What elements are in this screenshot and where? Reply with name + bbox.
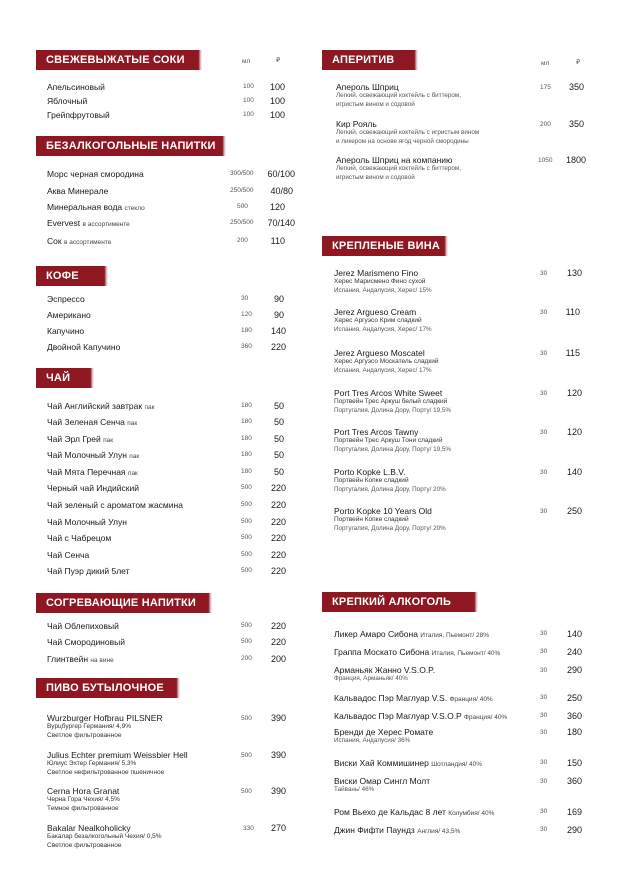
list-item [47,110,295,124]
item-price: 220 [270,566,286,576]
item-volume: 30 [540,350,548,357]
item-name: Чай Английский завтрак пак [47,401,155,411]
item-volume: 120 [241,311,252,318]
item-volume: 500 [241,518,252,525]
item-name: Граппа Москато Сибона Италия, Пьемонт/ 40% [334,647,501,657]
item-price: 270 [270,823,286,833]
item-name: Аква Минерале [47,186,109,196]
item-price: 390 [270,750,286,760]
item-price: 70/140 [267,218,295,228]
item-volume: 500 [241,501,252,508]
list-item [47,169,295,183]
item-name: Черный чай Индийский [47,483,140,493]
list-item [47,326,295,340]
item-price: 220 [270,533,286,543]
list-item [47,82,295,96]
item-volume: 300/500 [230,170,254,177]
item-volume: 30 [540,759,548,766]
item-volume: 500 [241,788,252,795]
item-name: Виски Омар Сингл Молт [334,776,431,786]
item-volume: 500 [241,551,252,558]
item-price: 240 [566,647,582,657]
item-volume: 250/500 [230,187,254,194]
item-origin: Франция, Арманьяк/ 40% [334,675,408,682]
list-item [47,517,295,531]
item-volume: 200 [241,655,252,662]
item-name: Капучино [47,326,85,336]
item-style: Светлое фильтрованное [47,731,122,739]
item-origin: Бакалар безалкогольный Чехия/ 0,5% [47,833,162,840]
item-price: 50 [273,450,284,460]
list-item [47,450,295,464]
list-item [47,823,295,850]
item-price: 220 [270,517,286,527]
item-name: Port Tres Arcos White Sweet [334,388,443,398]
list-item [334,427,584,454]
item-volume: 30 [540,429,548,436]
item-description: и ликером на основе ягод черной смородины [336,137,469,145]
item-name: Cerna Hora Granat [47,786,120,796]
item-origin: Испания, Андалусия/ 36% [334,737,411,744]
item-price: 350 [568,82,584,92]
item-description: Портвейн Трес Аркуш белый сладкий [334,398,448,405]
item-price: 250 [566,693,582,703]
list-item [47,96,295,110]
item-price: 180 [566,727,582,737]
item-origin: Испания, Андалусия, Херес/ 15% [334,286,432,294]
item-name: Jerez Marismeno Fino [334,268,419,278]
item-name: Апероль Шприц на компанию [336,155,453,165]
item-volume: 30 [540,826,548,833]
item-name: Арманьяк Жанно V.S.O.P. [334,665,436,675]
item-origin: Португалия, Долина Дору, Порту/ 19,5% [334,406,452,414]
item-origin: Тайвань/ 46% [334,786,375,793]
item-volume: 180 [241,451,252,458]
item-name: Чай с Чабрецом [47,533,112,543]
list-item [334,647,584,661]
list-item [47,310,295,324]
list-item [334,506,584,533]
list-item [47,483,295,497]
item-volume: 500 [241,484,252,491]
list-item [47,236,295,250]
item-description: Херес Аргуэсо Крим сладкий [334,317,422,324]
item-description: Легкий, освежающий коктейль с биттером, [336,92,461,99]
list-item [47,654,295,668]
item-origin: Черна Гора Чехия/ 4,5% [47,796,120,803]
list-item [47,713,295,740]
list-item [334,758,584,772]
item-name: Апероль Шприц [336,82,399,92]
item-volume: 250/500 [230,219,254,226]
item-description: Херес Марисмено Фино сухой [334,278,426,285]
unit-ml: мл [242,58,251,65]
item-price: 220 [270,637,286,647]
item-volume: 500 [241,567,252,574]
item-price: 50 [273,434,284,444]
item-name: Чай Мята Перечная пак [47,467,138,477]
item-name: Американо [47,310,91,320]
list-item [334,307,584,334]
item-origin: Португалия, Долина Дору, Порту/ 20% [334,485,446,493]
list-item [47,637,295,651]
item-volume: 500 [241,752,252,759]
item-description: Портвейн Копке сладкий [334,516,409,523]
item-description: игристым вином и содовой [336,100,415,108]
item-name: Port Tres Arcos Tawny [334,427,419,437]
item-name: Ром Вьехо де Кальдас 8 лет Колумбия/ 40% [334,807,495,817]
item-style: Светлое фильтрованное [47,841,122,849]
item-price: 60/100 [267,169,295,179]
list-item [334,807,584,821]
item-name: Чай Облепиховый [47,621,119,631]
list-item [334,825,584,839]
item-name: Evervest в ассортименте [47,218,130,228]
item-volume: 100 [243,83,254,90]
item-origin: Португалия, Долина Дору, Порту/ 19,5% [334,445,452,453]
item-volume: 500 [241,534,252,541]
item-price: 220 [270,342,286,352]
item-name: Чай Смородиновый [47,637,125,647]
item-price: 250 [566,506,582,516]
item-name: Двойной Капучино [47,342,121,352]
item-origin: Испания, Андалусия, Херес/ 17% [334,366,432,374]
item-volume: 500 [241,715,252,722]
item-name: Эспрессо [47,294,85,304]
item-origin: Юлиус Эхтер Германия/ 5,3% [47,760,137,767]
item-name: Морс черная смородина [47,169,144,179]
item-price: 140 [270,326,286,336]
item-volume: 30 [540,309,548,316]
item-volume: 200 [237,237,248,244]
list-item [47,550,295,564]
item-style: Темное фильтрованное [47,804,119,812]
item-volume: 30 [540,630,548,637]
list-item [334,348,584,375]
item-volume: 30 [540,808,548,815]
list-item [336,119,586,146]
item-description: игристым вином и содовой [336,173,415,181]
list-item [47,500,295,514]
list-item [334,711,584,725]
item-price: 390 [270,786,286,796]
item-name: Wurzburger Hofbrau PILSNER [47,713,163,723]
item-name: Чай Эрл Грей пак [47,434,114,444]
item-name: Jerez Argueso Cream [334,307,417,317]
list-item [336,155,586,182]
item-price: 120 [566,427,582,437]
item-volume: 30 [241,295,249,302]
item-volume: 30 [540,694,548,701]
item-volume: 100 [243,111,254,118]
item-name: Яблочный [47,96,88,106]
list-item [47,202,295,216]
item-volume: 180 [241,468,252,475]
item-price: 220 [270,483,286,493]
item-name: Чай Пуэр дикий 5лет [47,566,130,576]
item-volume: 500 [237,203,248,210]
item-price: 100 [269,82,285,92]
section-header-warm-drinks: СОГРЕВАЮЩИЕ НАПИТКИ [36,593,206,613]
item-volume: 30 [540,778,548,785]
item-name: Кир Рояль [336,119,377,129]
item-price: 350 [568,119,584,129]
list-item [47,417,295,431]
item-name: Сок в ассортименте [47,236,112,246]
section-header-coffee: КОФЕ [36,266,102,286]
item-volume: 1050 [538,157,553,164]
item-volume: 30 [540,469,548,476]
item-price: 115 [565,348,580,358]
unit-rub: ₽ [276,57,281,64]
list-item [334,467,584,494]
section-header-aperitif: АПЕРИТИВ [322,50,412,70]
item-name: Бренди де Херес Ромате [334,727,434,737]
item-price: 50 [273,417,284,427]
item-name: Минеральная вода стекло [47,202,145,212]
item-name: Чай зеленый с ароматом жасмина [47,500,183,510]
list-item [336,82,586,109]
item-price: 150 [566,758,582,768]
unit-ml: мл [541,60,550,67]
item-price: 290 [566,825,582,835]
item-volume: 175 [540,84,551,91]
item-price: 90 [273,310,284,320]
item-description: Портвейн Трес Аркуш Тони сладкий [334,437,443,444]
item-volume: 180 [241,402,252,409]
item-name: Porto Kopke 10 Years Old [334,506,432,516]
item-name: Глинтвейн на вине [47,654,114,664]
item-volume: 500 [241,638,252,645]
list-item [47,467,295,481]
section-header-fortified-wines: КРЕПЛЕНЫЕ ВИНА [322,236,442,256]
item-name: Чай Молочный Улун пак [47,450,140,460]
list-item [47,294,295,308]
item-volume: 100 [243,97,254,104]
item-price: 140 [566,629,582,639]
item-description: Херес Аргуэсо Москатель сладкий [334,358,439,365]
item-price: 100 [269,110,285,120]
list-item [47,401,295,415]
item-price: 130 [566,268,582,278]
list-item [47,621,295,635]
list-item [334,776,584,795]
item-name: Кальвадос Пэр Маглуар V.S.O.P Франция/ 40% [334,711,508,721]
list-item [334,268,584,295]
item-price: 360 [566,711,582,721]
item-price: 120 [269,202,285,212]
item-volume: 180 [241,327,252,334]
item-description: Легкий, освежающий коктейль с игристым вином [336,129,480,136]
item-volume: 30 [540,648,548,655]
item-name: Виски Хай Коммишинер Шотландия/ 40% [334,758,483,768]
item-origin: Испания, Андалусия, Херес/ 17% [334,325,432,333]
list-item [47,342,295,356]
section-header-strong-alcohol: КРЕПКИЙ АЛКОГОЛЬ [322,592,472,612]
item-price: 220 [270,500,286,510]
item-description: Легкий, освежающий коктейль с биттером, [336,165,461,172]
item-price: 40/80 [270,186,293,196]
list-item [47,533,295,547]
item-price: 290 [566,665,582,675]
item-price: 50 [273,467,284,477]
item-name: Jerez Argueso Moscatel [334,348,425,358]
item-name: Julius Echter premium Weissbier Hell [47,750,188,760]
list-item [334,629,584,643]
section-header-beer: ПИВО БУТЫЛОЧНОЕ [36,678,174,698]
item-description: Портвейн Копке сладкий [334,477,409,484]
section-header-soft-drinks: БЕЗАЛКОГОЛЬНЫЕ НАПИТКИ [36,136,220,156]
item-price: 169 [566,807,582,817]
list-item [47,186,295,200]
item-name: Porto Kopke L.B.V. [334,467,406,477]
item-name: Чай Сенча [47,550,90,560]
list-item [47,566,295,580]
item-volume: 360 [241,343,252,350]
item-volume: 30 [540,390,548,397]
list-item [334,693,584,707]
item-name: Чай Зеленая Сенча пак [47,417,138,427]
item-name: Чай Молочный Улун [47,517,127,527]
item-name: Bakalar Nealkoholicky [47,823,131,833]
list-item [47,786,295,813]
item-price: 220 [270,550,286,560]
item-volume: 180 [241,435,252,442]
item-volume: 30 [540,270,548,277]
item-price: 140 [566,467,582,477]
section-header-tea: ЧАЙ [36,368,88,388]
item-style: Светлое нефильтрованное пшеничное [47,768,165,776]
item-volume: 30 [540,667,548,674]
list-item [334,727,584,746]
item-name: Ликер Амаро Сибона Италия, Пьемонт/ 28% [334,629,489,639]
item-volume: 180 [241,418,252,425]
item-name: Апельсиновый [47,82,105,92]
item-price: 100 [269,96,285,106]
item-volume: 500 [241,622,252,629]
item-name: Кальвадос Пэр Маглуар V.S. Франция/ 40% [334,693,493,703]
item-price: 50 [273,401,284,411]
item-price: 110 [565,307,580,317]
item-price: 220 [270,621,286,631]
item-origin: Португалия, Долина Дору, Порту/ 20% [334,524,446,532]
item-price: 120 [566,388,582,398]
list-item [334,388,584,415]
item-volume: 30 [540,729,548,736]
list-item [334,665,584,684]
item-volume: 330 [243,825,254,832]
item-volume: 200 [540,121,551,128]
list-item [47,434,295,448]
item-price: 200 [270,654,286,664]
list-item [47,218,295,232]
section-header-juices: СВЕЖЕВЫЖАТЫЕ СОКИ [36,50,196,70]
item-price: 1800 [565,155,586,165]
item-price: 90 [273,294,284,304]
item-origin: Вурцбургер Германия/ 4,9% [47,723,131,730]
item-price: 360 [566,776,582,786]
item-price: 390 [270,713,286,723]
item-name: Джин Фифти Паундз Англия/ 43,5% [334,825,461,835]
item-volume: 30 [540,508,548,515]
unit-rub: ₽ [576,59,581,66]
item-name: Грейпфрутовый [47,110,110,120]
item-volume: 30 [540,712,548,719]
item-price: 110 [270,236,285,246]
list-item [47,750,295,777]
